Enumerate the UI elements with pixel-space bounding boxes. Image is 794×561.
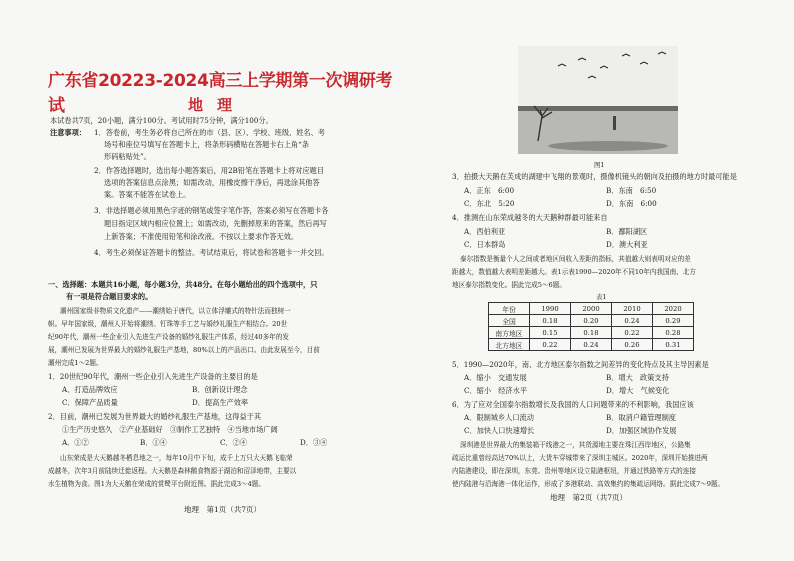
table-cell: 0.22 [612, 327, 653, 339]
table-cell: 北方地区 [489, 339, 530, 351]
note-line: 2．作答选择题时，选出每小题答案后，用2B铅笔在答题卡上将对应题目 [94, 166, 325, 175]
note-line: 3．非选择题必须用黑色字迹的钢笔或签字笔作答，答案必须写在答题卡各 [94, 206, 329, 215]
q5-option-a[interactable]: A．缩小 交通发展 [464, 373, 527, 382]
page-footer: 地理 第1页（共7页） [184, 505, 262, 514]
note-line: 4．考生必须保证答题卡的整洁。考试结束后，将试卷和答题卡一并交回。 [94, 248, 329, 257]
passage-line: 内陆港建设，即在深圳，东莞、贵州等地区设立陆港枢纽，并通过铁路等方式的连接 [452, 467, 696, 475]
passage-line: 潮州国家级非物质文化遗产——潮绣始于唐代，以立体浮雕式的特针法而独树一 [60, 307, 291, 315]
q1-option-b[interactable]: B．创新设计理念 [192, 385, 248, 394]
q2-option-c[interactable]: C．②④ [220, 438, 248, 447]
passage-line: 深圳港是世界最大的集装箱干线港之一，其货源地主要在珠江西岸地区，公路集 [460, 441, 691, 449]
q3-option-c[interactable]: C．东北 5:20 [464, 199, 515, 208]
table-cell: 0.18 [530, 315, 571, 327]
table-row [489, 315, 694, 327]
table-header-cell: 1990 [530, 303, 571, 315]
q5-option-c[interactable]: C．缩小 经济水平 [464, 386, 528, 395]
q1-option-c[interactable]: C．保障产品质量 [62, 398, 118, 407]
passage-line: 使内陆港与沿海港一体化运作，形成了多港联动、高效集约的集疏运网络。据此完成7～9题。 [452, 480, 725, 488]
table-header-cell: 2000 [571, 303, 612, 315]
data-table [488, 302, 694, 351]
passage-line: 山东荣成是大天鹅越冬栖息地之一，每年10月中下旬，成千上万只大天鹅飞临荣 [60, 454, 293, 462]
table-cell: 0.22 [530, 339, 571, 351]
table-header-cell: 2010 [612, 303, 653, 315]
q1-option-d[interactable]: D．提高生产效率 [192, 398, 249, 407]
question-1: 1．20世纪90年代，潮州一些企业引入先进生产设备的主要目的是 [48, 372, 258, 381]
subject-title: 地理 [188, 96, 247, 114]
q4-option-a[interactable]: A．西伯利亚 [464, 227, 506, 236]
q5-option-d[interactable]: D．增大 气候变化 [606, 386, 670, 395]
note-line: 上新答案；不准使用铅笔和涂改液。不按以上要求作答无效。 [104, 232, 299, 241]
passage-line: 潮州完成1～2题。 [48, 359, 103, 367]
q2-statements: ①生产历史悠久 ②产业基础好 ③制作工艺独特 ④当地市场广阔 [62, 425, 278, 434]
exam-title: 广东省20223-2024高三上学期第一次调研考试 [48, 71, 393, 116]
section-heading: 一、选择题：本题共16小题，每小题3分，共48分。在每小题给出的四个选项中，只 [48, 280, 318, 289]
q6-option-d[interactable]: D．加强区域协作发展 [606, 426, 677, 435]
note-line: 形码粘贴处”。 [104, 152, 151, 161]
note-line: 选项的答案信息点涂黑；如需改动，用橡皮擦干净后，再选涂其他答 [104, 178, 320, 187]
table-cell: 0.24 [612, 315, 653, 327]
figure-1-caption: 图1 [594, 161, 605, 169]
page-2 [400, 0, 794, 561]
table-1-caption: 表1 [596, 293, 607, 301]
question-2: 2．目前，潮州已发展为世界最大的婚纱礼服生产基地，这得益于其 [48, 412, 262, 421]
table-cell: 0.18 [571, 327, 612, 339]
table-row [489, 339, 694, 351]
page-footer: 地理 第2页（共7页） [550, 493, 628, 502]
table-cell: 0.24 [571, 339, 612, 351]
passage-line: 疏运比重曾经高达70%以上，大货车穿城带来了深圳主城区。2020年，深圳开始推进两 [452, 454, 708, 462]
q4-option-d[interactable]: D．澳大利亚 [606, 240, 648, 249]
table-cell: 0.26 [612, 339, 653, 351]
passage-line: 纪90年代，潮州一些企业引入先进生产设备的婚纱礼服生产体系，经过40多年的发 [48, 333, 289, 341]
section-heading-cont: 有一项是符合题目要求的。 [66, 292, 153, 301]
passage-line: 成越冬，次年3月前陆续迁徙返程。大天鹅是森林鹅食物源于湖泊和沼泽地带，主要以 [48, 467, 297, 475]
q3-option-b[interactable]: B．东南 6:50 [606, 186, 657, 195]
q3-option-d[interactable]: D．东南 6:00 [606, 199, 657, 208]
q4-option-b[interactable]: B．鄱阳湖区 [606, 227, 648, 236]
passage-line: 距越大，数值越大表明差距越大。表1示表1990—2020年不同10年内我国南、北方 [452, 268, 696, 276]
q3-option-a[interactable]: A．正东 6:00 [464, 186, 515, 195]
passage-line: 泰尔指数是衡量个人之间或者地区间收入差距的指标，其值越大则表明对应的差 [460, 255, 691, 263]
table-cell: 0.20 [571, 315, 612, 327]
table-cell: 0.28 [653, 327, 694, 339]
table-header-row [489, 303, 694, 315]
table-cell: 南方地区 [489, 327, 530, 339]
table-header-cell: 2020 [653, 303, 694, 315]
table-cell: 0.15 [530, 327, 571, 339]
q5-option-b[interactable]: B．增大 政策支持 [606, 373, 669, 382]
q1-option-a[interactable]: A．打造品牌效应 [62, 385, 118, 394]
note-line: 1．答卷前，考生务必将自己所在的市（县、区）、学校、班级、姓名、考 [94, 128, 325, 137]
q6-option-c[interactable]: C．加快人口快速增长 [464, 426, 535, 435]
notes-label: 注意事项： [50, 128, 86, 137]
table-header-cell: 年份 [489, 303, 530, 315]
q2-option-b[interactable]: B．①④ [140, 438, 167, 447]
question-3: 3．拍摄大天鹅在芙成的湖建中飞翔的景观时，摄像机镜头的朝向及拍摄的地方时最可能是 [452, 172, 737, 181]
q6-option-a[interactable]: A．限制城乡人口流动 [464, 413, 534, 422]
passage-line: 水生植物为食。图1为大天鹅在荣成的赏鹭平台附近图。据此完成3～4题。 [48, 480, 265, 488]
q2-option-d[interactable]: D．③④ [300, 438, 328, 447]
passage-line: 地区泰尔指数变化。据此完成5～6题。 [452, 281, 566, 289]
note-line: 案。答案不能答在试卷上。 [104, 190, 191, 199]
passage-line: 帜。早年国家级，潮州人开始将潮绣、钉珠等手工艺与婚纱礼服生产相结合。20世 [48, 320, 288, 328]
passage-line: 展，潮州已发展为世界最大的婚纱礼服生产基地，80%以上的产品出口。由此发展至今，目前 [48, 346, 320, 354]
exam-intro: 本试卷共7页，20小题，满分100分。考试用时75分钟，满分100分。 [50, 116, 273, 125]
table-row [489, 327, 694, 339]
q2-option-a[interactable]: A．①② [62, 438, 89, 447]
note-line: 题目指定区域内相应位置上；如需改动，先删掉原来的答案，然后再写 [104, 219, 327, 228]
question-4: 4．推测在山东荣成越冬的大天鹅种群最可能来自 [452, 213, 608, 222]
q6-option-b[interactable]: B．取消户籍管理制度 [606, 413, 676, 422]
table-cell: 全国 [489, 315, 530, 327]
question-5: 5．1990—2020年，南、北方地区泰尔指数之间差异的变化特点及其主导因素是 [452, 360, 709, 369]
q4-option-c[interactable]: C．日本群岛 [464, 240, 506, 249]
table-cell: 0.29 [653, 315, 694, 327]
table-cell: 0.31 [653, 339, 694, 351]
swan-photo [518, 46, 678, 154]
question-6: 6．为了应对全国泰尔指数增长及我国的人口问题带来的不利影响，我国应该 [452, 400, 694, 409]
note-line: 场号和座位号填写在答题卡上，将条形码横贴在答题卡右上角“条 [104, 140, 309, 149]
